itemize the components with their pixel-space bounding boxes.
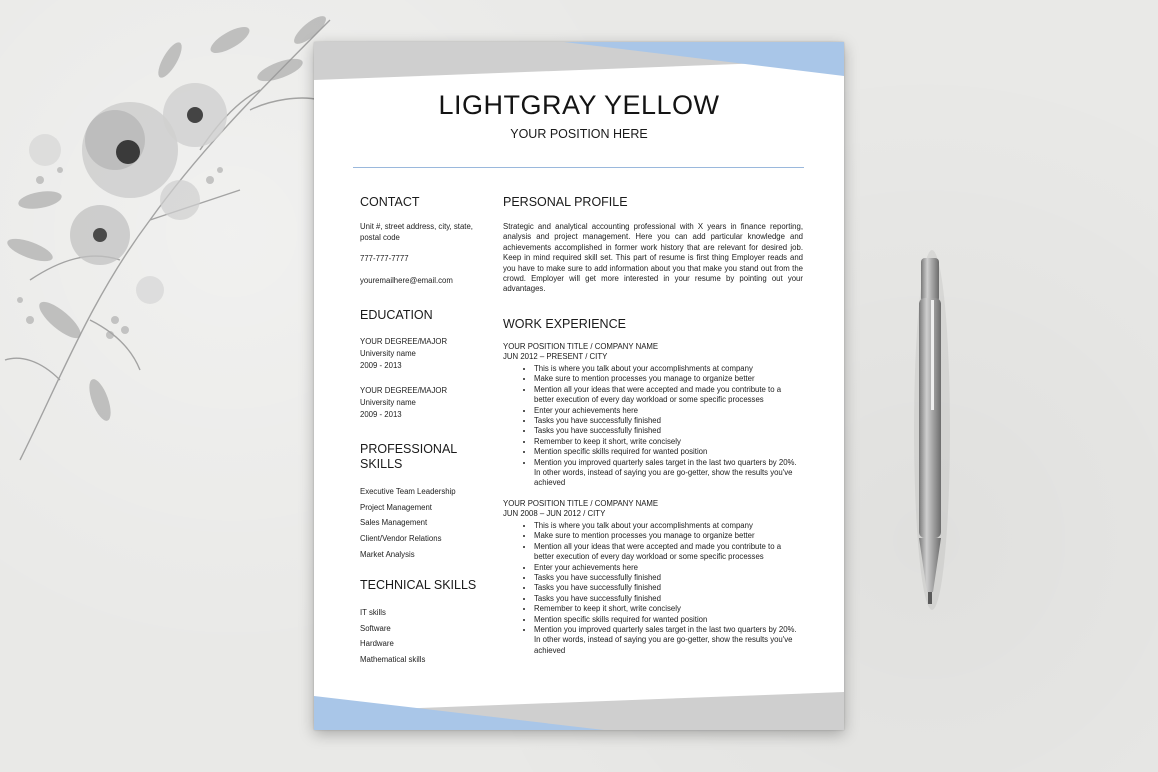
job-bullets bbox=[503, 364, 803, 489]
education-school: University name bbox=[360, 398, 416, 407]
professional-skills-heading: PROFESSIONAL SKILLS bbox=[360, 442, 457, 471]
bottom-decorative-band bbox=[314, 690, 844, 730]
skill-item: Mathematical skills bbox=[360, 655, 426, 665]
job-bullet: • This is where you talk about your accomplishments at company bbox=[534, 364, 803, 374]
top-decorative-band bbox=[314, 42, 844, 82]
job-bullet: • Tasks you have successfully finished bbox=[534, 416, 803, 426]
contact-email: youremailhere@email.com bbox=[360, 275, 453, 285]
skill-item: Software bbox=[360, 623, 391, 633]
job-bullet: • Tasks you have successfully finished bbox=[534, 426, 803, 436]
job-bullet: • Mention specific skills required for wanted position bbox=[534, 615, 803, 625]
work-experience-heading: WORK EXPERIENCE bbox=[503, 317, 626, 331]
job-bullet: • Make sure to mention processes you manage to organize better bbox=[534, 374, 803, 384]
skill-item: Project Management bbox=[360, 502, 432, 512]
job-bullet: • Mention all your ideas that were accepted and made you contribute to a better execution of every day workload or some specific processes bbox=[534, 542, 803, 563]
work-experience-section bbox=[503, 317, 803, 666]
job-bullet: • Remember to keep it short, write concisely bbox=[534, 437, 803, 447]
job-dates: JUN 2008 – JUN 2012 / CITY bbox=[503, 508, 606, 518]
job-bullet: • Mention specific skills required for wanted position bbox=[534, 447, 803, 457]
pen-decoration bbox=[905, 250, 955, 620]
education-heading: EDUCATION bbox=[360, 308, 433, 322]
header-divider bbox=[353, 167, 804, 168]
job-bullet: • Make sure to mention processes you manage to organize better bbox=[534, 531, 803, 541]
education-years: 2009 - 2013 bbox=[360, 361, 402, 370]
education-entry bbox=[360, 385, 485, 421]
job-bullet: • Mention all your ideas that were accepted and made you contribute to a better execution of every day workload or some specific processes bbox=[534, 385, 803, 406]
education-degree: YOUR DEGREE/MAJOR bbox=[360, 386, 448, 395]
contact-phone: 777-777-7777 bbox=[360, 254, 409, 263]
skill-item: Market Analysis bbox=[360, 549, 415, 559]
job-bullet: • Enter your achievements here bbox=[534, 406, 803, 416]
profile-heading: PERSONAL PROFILE bbox=[503, 195, 628, 209]
job-bullet: • Tasks you have successfully finished bbox=[534, 583, 803, 593]
technical-skills-heading: TECHNICAL SKILLS bbox=[360, 578, 477, 592]
skill-item: IT skills bbox=[360, 608, 386, 617]
skill-item: Hardware bbox=[360, 639, 394, 649]
technical-skills-section bbox=[360, 578, 485, 668]
candidate-name: LIGHTGRAY YELLOW bbox=[438, 90, 720, 120]
skill-item: Client/Vendor Relations bbox=[360, 534, 442, 544]
job-bullet: • Enter your achievements here bbox=[534, 563, 803, 573]
job-dates: JUN 2012 – PRESENT / CITY bbox=[503, 352, 608, 361]
education-degree: YOUR DEGREE/MAJOR bbox=[360, 337, 448, 346]
right-column bbox=[503, 195, 803, 655]
contact-heading: CONTACT bbox=[360, 195, 420, 209]
professional-skills-section bbox=[360, 442, 485, 563]
contact-address: Unit #, street address, city, state, postal code bbox=[360, 222, 473, 242]
candidate-position: YOUR POSITION HERE bbox=[510, 127, 648, 141]
job-bullet: • Mention you improved quarterly sales target in the last two quarters by 20%. In other words, instead of saying you are go-getter, show the results you've achieved bbox=[534, 625, 803, 656]
resume-page bbox=[314, 42, 844, 730]
left-column bbox=[360, 195, 485, 665]
job-bullets bbox=[503, 521, 803, 656]
education-section bbox=[360, 308, 485, 434]
job-title: YOUR POSITION TITLE / COMPANY NAME bbox=[503, 342, 659, 351]
profile-text: Strategic and analytical accounting professional with X years in finance reporting, analysis and project management. Here you can add particular knowledge and achievements accomplished in former work history that are relevant for desired job. Keep in mind required skill set. This part of resume is first thing Employer reads and you have to make sure to add information about you that make you stand out from the crowd. Employer will get more interested in your resume by pointing out your advantages. bbox=[503, 222, 803, 294]
skill-item: Sales Management bbox=[360, 518, 428, 528]
job-bullet: • This is where you talk about your accomplishments at company bbox=[534, 521, 803, 531]
education-school: University name bbox=[360, 349, 416, 358]
job-entry bbox=[503, 499, 803, 656]
job-bullet: • Tasks you have successfully finished bbox=[534, 573, 803, 583]
education-years: 2009 - 2013 bbox=[360, 410, 402, 419]
job-bullet: • Tasks you have successfully finished bbox=[534, 594, 803, 604]
job-bullet: • Mention you improved quarterly sales target in the last two quarters by 20%. In other words, instead of saying you are go-getter, show the results you've achieved bbox=[534, 458, 803, 489]
education-entry bbox=[360, 336, 485, 372]
skill-item: Executive Team Leadership bbox=[360, 487, 456, 496]
job-bullet: • Remember to keep it short, write concisely bbox=[534, 604, 803, 614]
job-title: YOUR POSITION TITLE / COMPANY NAME bbox=[503, 498, 659, 508]
job-entry bbox=[503, 342, 803, 489]
profile-section bbox=[503, 195, 803, 295]
contact-section bbox=[360, 195, 485, 286]
